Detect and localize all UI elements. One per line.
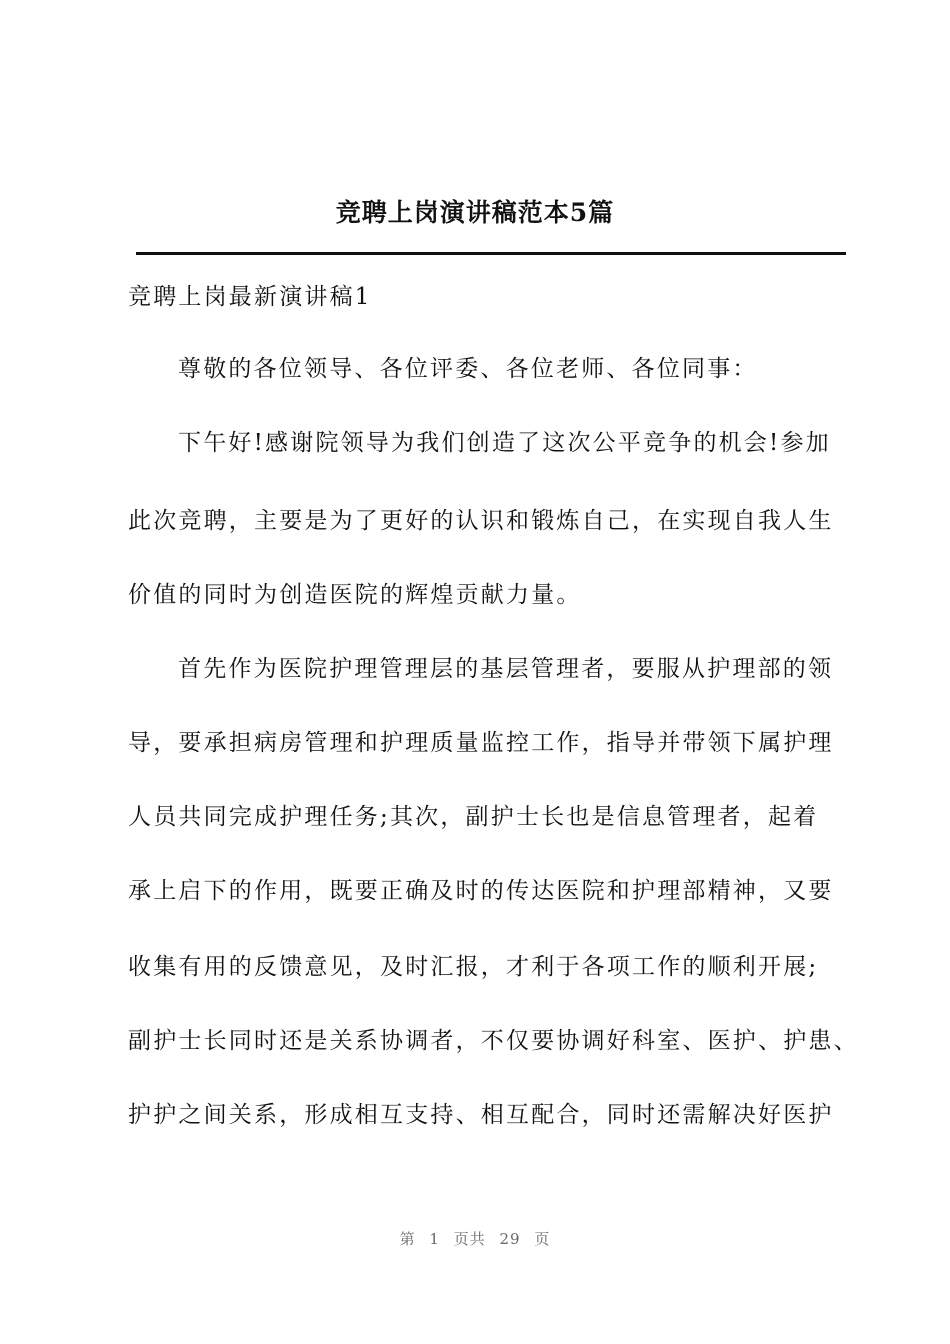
title-divider — [136, 252, 846, 255]
paragraph-line: 收集有用的反馈意见，及时汇报，才利于各项工作的顺利开展; — [128, 954, 819, 980]
page-number-footer: 第 1 页共 29 页 — [399, 1230, 551, 1248]
paragraph-line: 承上启下的作用，既要正确及时的传达医院和护理部精神，又要 — [128, 878, 834, 904]
paragraph-line: 首先作为医院护理管理层的基层管理者，要服从护理部的领 — [178, 656, 834, 682]
paragraph-line: 价值的同时为创造医院的辉煌贡献力量。 — [128, 582, 582, 608]
paragraph-line: 尊敬的各位领导、各位评委、各位老师、各位同事： — [178, 356, 758, 382]
paragraph-line: 下午好!感谢院领导为我们创造了这次公平竞争的机会!参加 — [178, 430, 831, 456]
paragraph-line: 此次竞聘，主要是为了更好的认识和锻炼自己，在实现自我人生 — [128, 508, 834, 534]
paragraph-line: 副护士长同时还是关系协调者，不仅要协调好科室、医护、护患、 — [128, 1028, 859, 1054]
document-title: 竞聘上岗演讲稿范本5篇 — [335, 198, 615, 227]
paragraph-line: 导，要承担病房管理和护理质量监控工作，指导并带领下属护理 — [128, 730, 834, 756]
section-heading: 竞聘上岗最新演讲稿1 — [128, 284, 372, 310]
paragraph-line: 护护之间关系，形成相互支持、相互配合，同时还需解决好医护 — [128, 1102, 834, 1128]
paragraph-line: 人员共同完成护理任务;其次，副护士长也是信息管理者，起着 — [128, 804, 819, 830]
